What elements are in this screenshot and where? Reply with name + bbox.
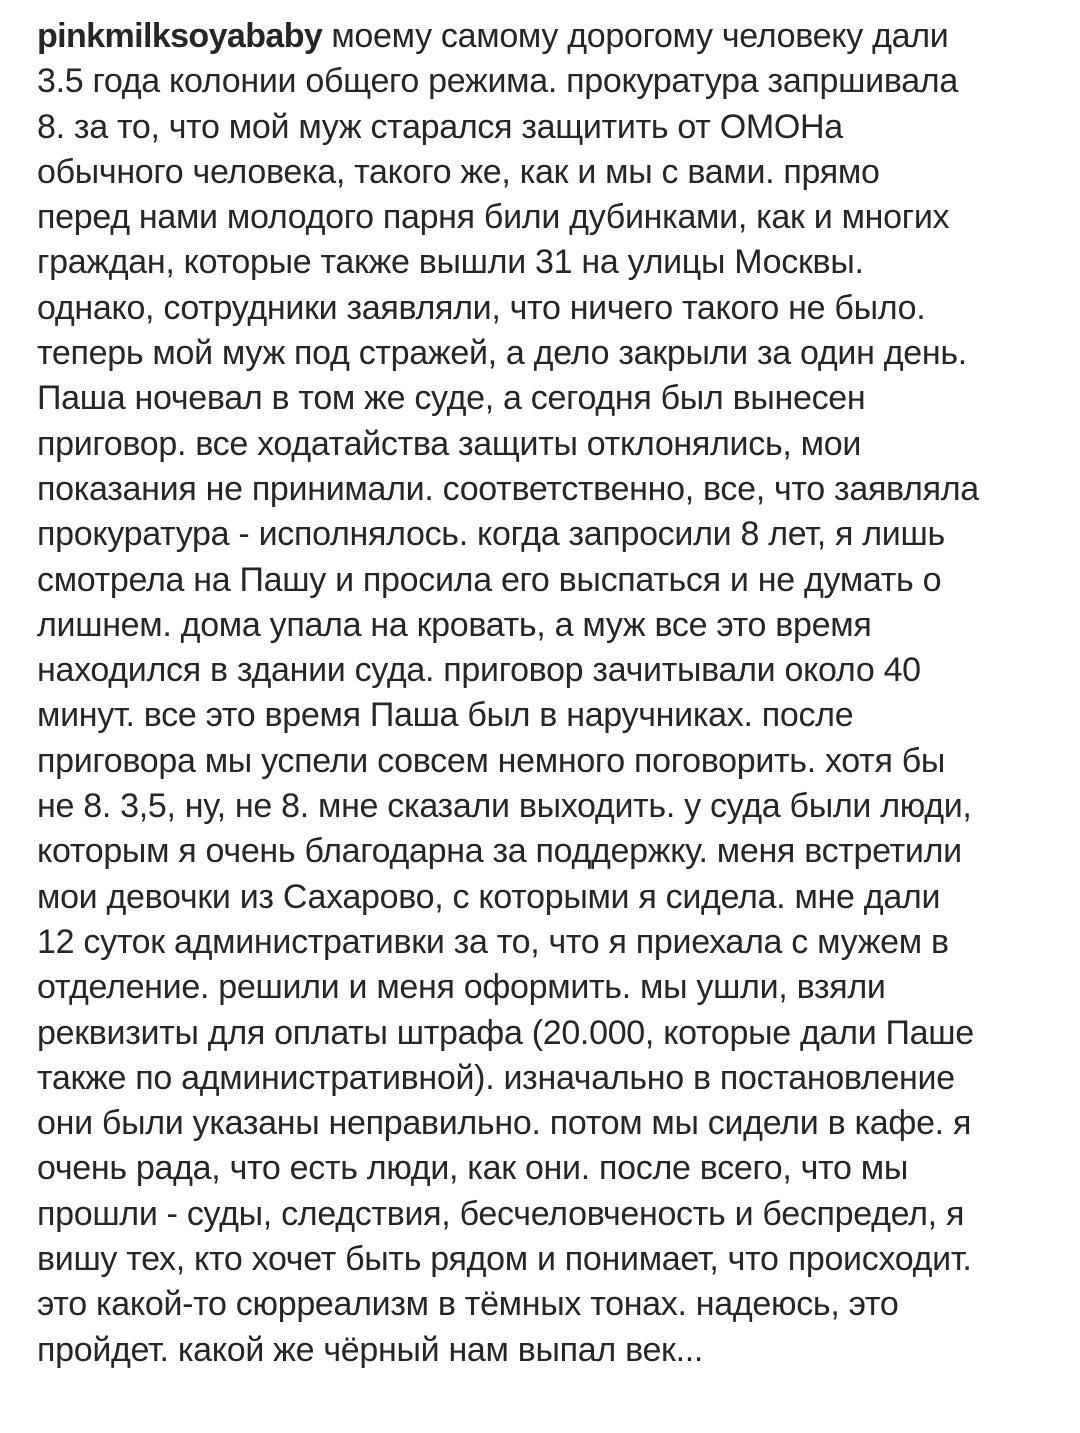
caption-line: приговор. все ходатайства защиты отклонялись, мои: [37, 424, 862, 463]
caption-line: приговора мы успели совсем немного поговорить. хотя бы: [37, 741, 946, 780]
caption-line: также по административной). изначально в постановление: [37, 1058, 955, 1097]
caption-line: смотрела на Пашу и просила его выспаться и не думать о: [37, 560, 942, 599]
caption-line: однако, сотрудники заявляли, что ничего такого не было.: [37, 288, 926, 327]
caption-line: отделение. решили и меня оформить. мы ушли, взяли: [37, 968, 886, 1007]
caption-line: теперь мой муж под стражей, а дело закрыли за один день.: [37, 334, 967, 373]
caption-line: мои девочки из Сахарово, с которыми я сидела. мне дали: [37, 877, 941, 916]
caption-line: перед нами молодого парня били дубинками, как и многих: [37, 198, 950, 237]
caption-line: это какой-то сюрреализм в тёмных тонах. надеюсь, это: [37, 1285, 899, 1324]
caption-line: прошли - суды, следствия, бесчеловченость и беспредел, я: [37, 1194, 965, 1233]
caption-line: показания не принимали. соответственно, все, что заявляла: [37, 469, 979, 508]
caption-line: пройдет. какой же чёрный нам выпал век...: [37, 1330, 704, 1369]
caption-line: очень рада, что есть люди, как они. после всего, что мы: [37, 1149, 908, 1188]
caption-line: которым я очень благодарна за поддержку. меня встретили: [37, 832, 962, 871]
caption-line: они были указаны неправильно. потом мы сидели в кафе. я: [37, 1104, 972, 1143]
caption-line: прокуратура - исполнялось. когда запросили 8 лет, я лишь: [37, 515, 945, 554]
caption-body: [37, 59, 1052, 1373]
caption-line: лишнем. дома упала на кровать, а муж все это время: [37, 605, 872, 644]
caption-line: 8. за то, что мой муж старался защитить от ОМОНа: [37, 107, 843, 146]
caption-line: не 8. 3,5, ну, не 8. мне сказали выходить. у суда были люди,: [37, 787, 972, 826]
username-link[interactable]: pinkmilksoyababy: [37, 17, 323, 55]
caption-line: 3.5 года колонии общего режима. прокуратура запршивала: [37, 62, 958, 101]
caption-line: 12 суток административки за то, что я приехала с мужем в: [37, 922, 949, 961]
caption-line: Паша ночевал в том же суде, а сегодня был вынесен: [37, 379, 866, 418]
caption-line: вишу тех, кто хочет быть рядом и понимает, что происходит.: [37, 1240, 972, 1279]
caption-line: граждан, которые также вышли 31 на улицы Москвы.: [37, 243, 864, 282]
caption-line: минут. все это время Паша был в наручниках. после: [37, 696, 854, 735]
caption-line: обычного человека, такого же, как и мы с вами. прямо: [37, 152, 880, 191]
caption-line: реквизиты для оплаты штрафа (20.000, которые дали Паше: [37, 1013, 974, 1052]
caption-text: моему самому дорогому человеку дали: [322, 17, 949, 55]
caption-line: [37, 14, 1052, 59]
caption-line: находился в здании суда. приговор зачитывали около 40: [37, 651, 921, 690]
